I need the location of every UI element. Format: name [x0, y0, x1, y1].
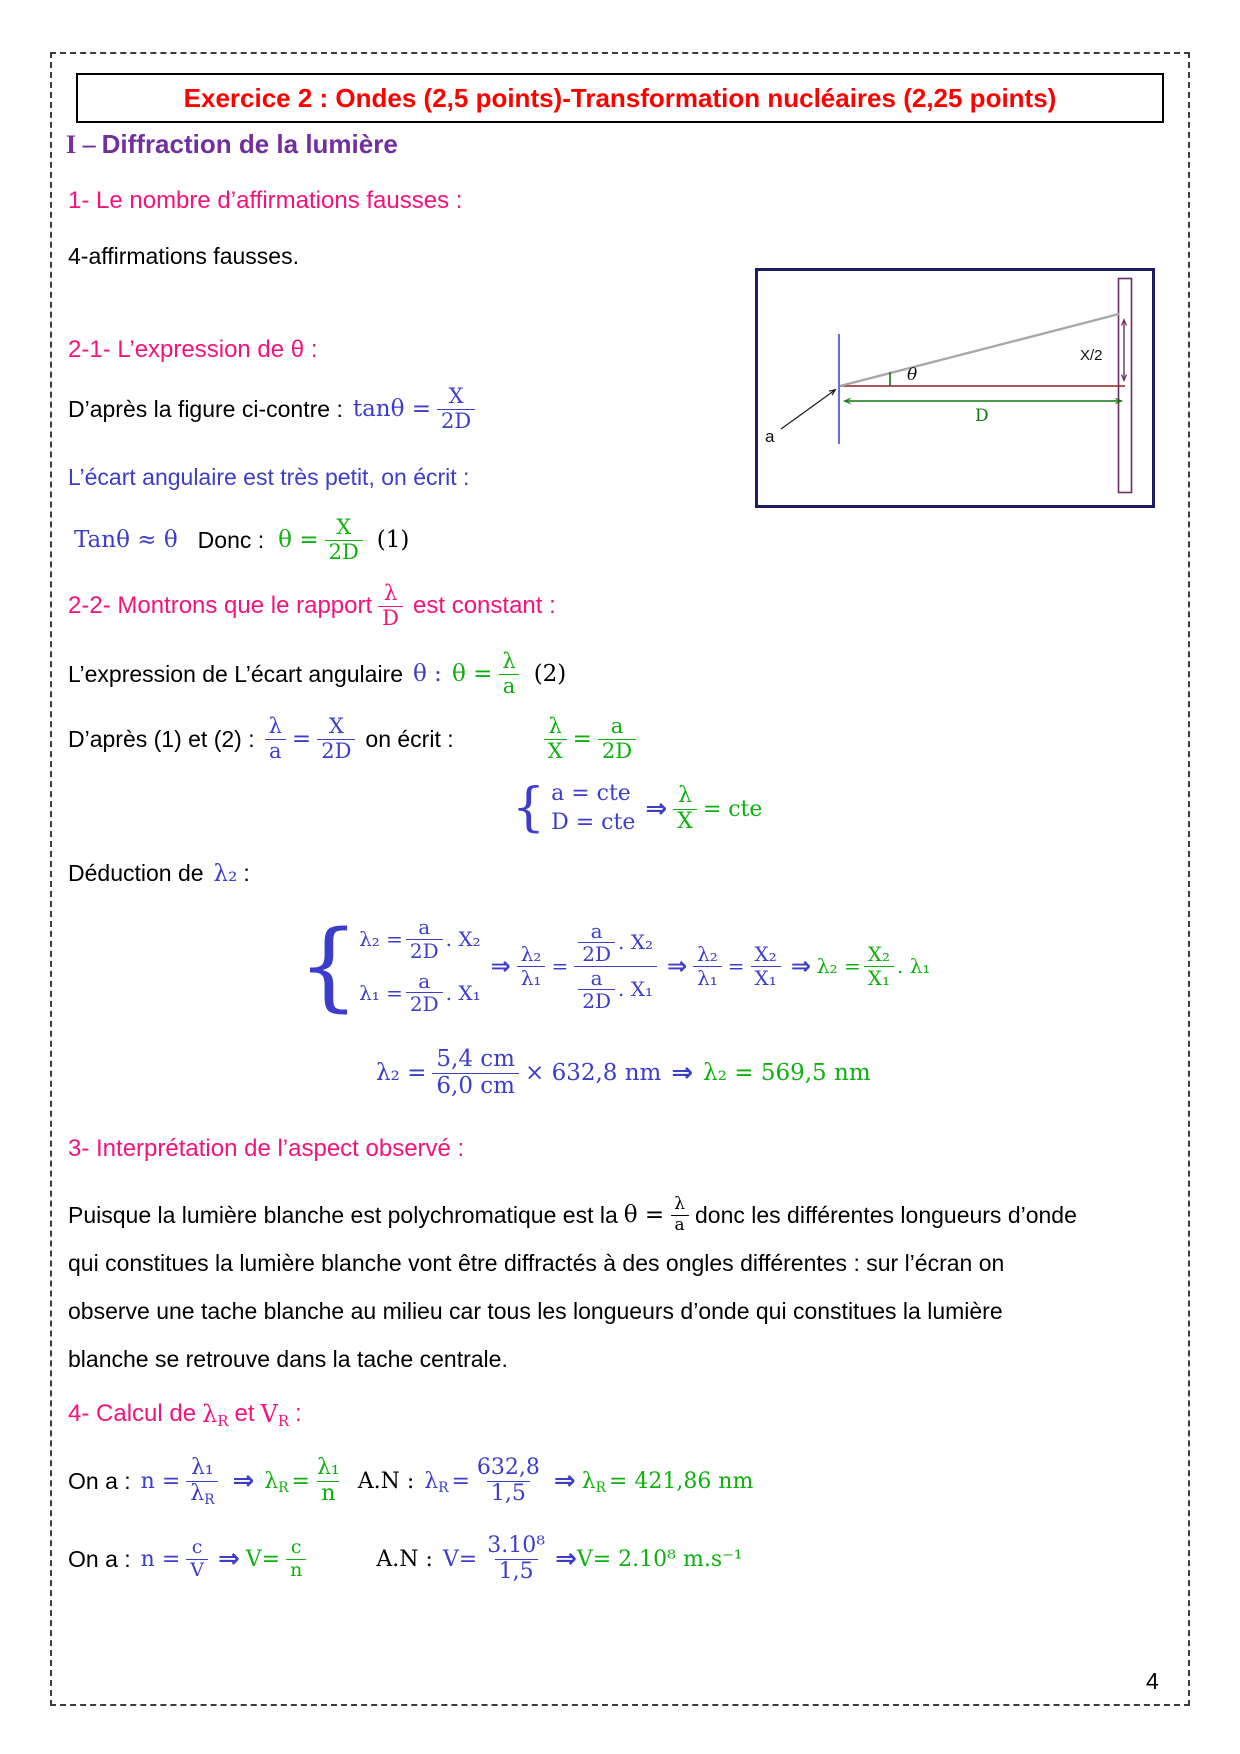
implies-arrow: ⇒	[553, 1466, 576, 1496]
theta-label: θ	[907, 365, 918, 385]
implies-arrow: ⇒	[671, 1058, 694, 1088]
nested-num-frac: $\frac{a}{2D}$	[578, 920, 615, 966]
d-label: D	[975, 406, 989, 426]
eq1-tag: (1)	[376, 527, 410, 553]
tan-approx: Tanθ ≈ θ	[74, 527, 178, 553]
constants-system	[512, 780, 762, 838]
combine-prefix: D’après (1) et (2) :	[68, 725, 255, 752]
l-an-lhs: V=	[442, 1546, 478, 1572]
tan-line-prefix: D’après la figure ci-contre :	[68, 395, 343, 422]
implies-arrow: ⇒	[555, 1544, 577, 1574]
derivation-system	[359, 916, 481, 1016]
theta-blue: θ :	[413, 661, 442, 687]
frac-l2-l1-b: $\frac{\text{λ₂}}{\text{λ₁}}$	[693, 943, 722, 989]
nested-den-frac: $\frac{a}{2D}$	[578, 967, 615, 1013]
inline-theta-eq: θ =	[623, 1202, 665, 1228]
tan-fraction: $\frac{X}{2D}$	[437, 385, 475, 433]
eq2-prefix: L’expression de L’écart angulaire	[68, 660, 404, 687]
paragraph-line-4: blanche se retrouve dans la tache centrale.	[68, 1346, 508, 1372]
s22-heading-post: est constant :	[413, 592, 556, 619]
deduction-colon: :	[243, 860, 250, 886]
section-2-1-heading: 2-1- L’expression de θ :	[68, 336, 318, 363]
ratio-fraction: $\frac{\lambda}{D}$	[378, 582, 403, 630]
lambda-r-calc-line	[68, 1452, 753, 1510]
result-frac-2: $\frac{a}{2D}$	[598, 715, 636, 763]
system-brace: {	[512, 778, 546, 839]
x2-label: X/2	[1080, 347, 1103, 364]
derivation-brace: {	[298, 909, 360, 1022]
small-angle-note: L’écart angulaire est très petit, on écrit :	[68, 464, 470, 490]
paragraph-line-1: Puisque la lumière blanche est polychromatique est la θ = $\frac{\lambda}{a}$ donc les différentes longueurs d’onde	[68, 1194, 1077, 1235]
k-an: $\lambda_R$ = $\frac{632,8}{1,5}$	[424, 1456, 544, 1506]
l-result-frac: $\frac{c}{n}$	[286, 1537, 306, 1581]
formula-tan-line	[68, 383, 475, 435]
implies-arrow: ⇒	[790, 952, 811, 980]
section-heading-diffraction	[66, 129, 398, 160]
system-result-frac: $\frac{\lambda}{X}$	[673, 784, 697, 834]
k-fraction: $\frac{\text{λ₁}}{\lambda_R}$	[186, 1456, 218, 1506]
combine-frac-2: $\frac{X}{2D}$	[317, 715, 355, 763]
section-2-2-heading	[68, 580, 556, 632]
eq2-lhs: θ =	[451, 661, 493, 687]
system-row-d: D = cte	[551, 810, 636, 835]
lambda-r-token: $\lambda_R$	[202, 1400, 229, 1431]
implies-arrow: ⇒	[218, 1544, 240, 1574]
speed-result: V= 2.10⁸ m.s⁻¹	[576, 1546, 743, 1572]
an-fraction: $\frac{5,4 cm}{6,0 cm}$	[432, 1047, 519, 1100]
system-row-a: a = cte	[551, 781, 631, 807]
an-lhs: λ₂ =	[376, 1060, 427, 1086]
an-label: A.N :	[376, 1546, 433, 1572]
answer-1-text: 4-affirmations fausses.	[68, 243, 299, 269]
v-r-token: $V_R$	[260, 1400, 290, 1431]
a-label: a	[765, 427, 775, 446]
l-result-lhs: V=	[245, 1546, 281, 1572]
l-an-frac: $\frac{\text{3.10⁸}}{1,5}$	[487, 1532, 546, 1584]
deduction-intro	[68, 860, 250, 887]
speed-calc-line	[68, 1530, 743, 1588]
inline-fraction: $\frac{\lambda}{a}$	[670, 1195, 689, 1234]
paragraph-line-3: observe une tache blanche au milieu car tous les longueurs d’onde qui constitues la lumière	[68, 1298, 1003, 1324]
deduction-label: Déduction de	[68, 860, 204, 886]
figure-frame	[757, 270, 1154, 507]
diffraction-figure	[755, 268, 1155, 508]
implies-arrow: ⇒	[490, 952, 511, 980]
eq1-lhs: θ =	[278, 527, 319, 553]
result-frac-x2-x1: $\frac{\text{X₂}}{\text{X₁}}$	[864, 943, 894, 989]
an-label: A.N :	[357, 1468, 415, 1494]
system-result-cte: = cte	[702, 796, 763, 822]
exercise-title-box	[76, 73, 1164, 123]
system-rows	[551, 780, 635, 837]
k-an-frac: $\frac{632,8}{1,5}$	[476, 1454, 540, 1506]
question-1-heading: 1- Le nombre d’affirmations fausses :	[68, 187, 463, 214]
lambda2-derivation	[298, 908, 930, 1024]
derivation-result: λ₂ = $\frac{\text{X₂}}{\text{X₁}}$ . λ₁	[816, 942, 931, 990]
s22-heading-pre: 2-2- Montrons que le rapport	[68, 592, 373, 619]
derivation-row-1: λ₂ = $\frac{a}{2D}$ . X₂	[359, 915, 481, 963]
l-fraction: $\frac{c}{V}$	[186, 1537, 208, 1581]
implies-arrow: ⇒	[666, 952, 688, 980]
k-n: n =	[140, 1468, 181, 1494]
frac-l2-l1-a: $\frac{\text{λ₂}}{\text{λ₁}}$	[517, 943, 546, 989]
section-numeral: I –	[66, 130, 96, 159]
section-3-heading: 3- Interprétation de l’aspect observé :	[68, 1135, 465, 1162]
ona-label: On a :	[68, 1467, 131, 1494]
l-n: n =	[140, 1546, 181, 1572]
combine-eq: =	[291, 726, 312, 752]
implies-arrow: ⇒	[645, 794, 668, 824]
donc-label: Donc :	[197, 526, 265, 553]
frac-a-2d-1: $\frac{a}{2D}$	[406, 916, 443, 962]
k-final: $\lambda_R$ = 421,86 nm	[581, 1468, 754, 1496]
eq-sign: =	[727, 954, 745, 978]
onecrit-label: on écrit :	[365, 725, 454, 752]
page-number: 4	[1146, 1668, 1159, 1694]
frac-x2-x1: $\frac{\text{X₂}}{\text{X₁}}$	[751, 943, 781, 989]
eq2-fraction: $\frac{\lambda}{a}$	[498, 650, 519, 698]
implies-arrow: ⇒	[232, 1466, 255, 1496]
lambda2-numeric-line	[376, 1040, 871, 1106]
k-result: $\lambda_R$ = $\frac{\text{λ₁}}{n}$	[264, 1456, 343, 1506]
tan-lhs: tanθ =	[352, 396, 432, 422]
section-heading-text: Diffraction de la lumière	[101, 129, 398, 159]
formula-eq2-line	[68, 648, 566, 700]
result-eq: =	[572, 726, 592, 752]
eq-sign: =	[551, 954, 569, 978]
ona-label: On a :	[68, 1545, 131, 1572]
result-frac-1: $\frac{\lambda}{X}$	[544, 715, 567, 763]
exercise-title: Exercice 2 : Ondes (2,5 points)-Transformation nucléaires (2,25 points)	[183, 82, 1057, 113]
combine-frac-1: $\frac{\lambda}{a}$	[265, 715, 286, 763]
formula-eq1-line	[74, 514, 409, 566]
eq1-fraction: $\frac{X}{2D}$	[325, 516, 363, 564]
paragraph-line-2: qui constitues la lumière blanche vont être diffractés à des ongles différentes : sur l’écran on	[68, 1250, 1005, 1276]
k-result-frac: $\frac{\text{λ₁}}{n}$	[316, 1454, 340, 1506]
lambda2-result: λ₂ = 569,5 nm	[703, 1060, 871, 1086]
eq2-tag: (2)	[533, 661, 567, 687]
an-mul: × 632,8 nm	[524, 1060, 662, 1086]
derivation-row-2: λ₁ = $\frac{a}{2D}$ . X₁	[359, 969, 481, 1017]
section-4-heading: 4- Calcul de $\lambda_R$ et $V_R$ :	[68, 1400, 302, 1431]
lambda2-token: λ₂	[213, 860, 238, 887]
frac-a-2d-2: $\frac{a}{2D}$	[406, 970, 443, 1016]
formula-combine-line	[68, 713, 636, 765]
nested-fraction: $\frac{a}{2D}$ . X₂ $\frac{a}{2D}$ . X₁	[574, 920, 657, 1013]
